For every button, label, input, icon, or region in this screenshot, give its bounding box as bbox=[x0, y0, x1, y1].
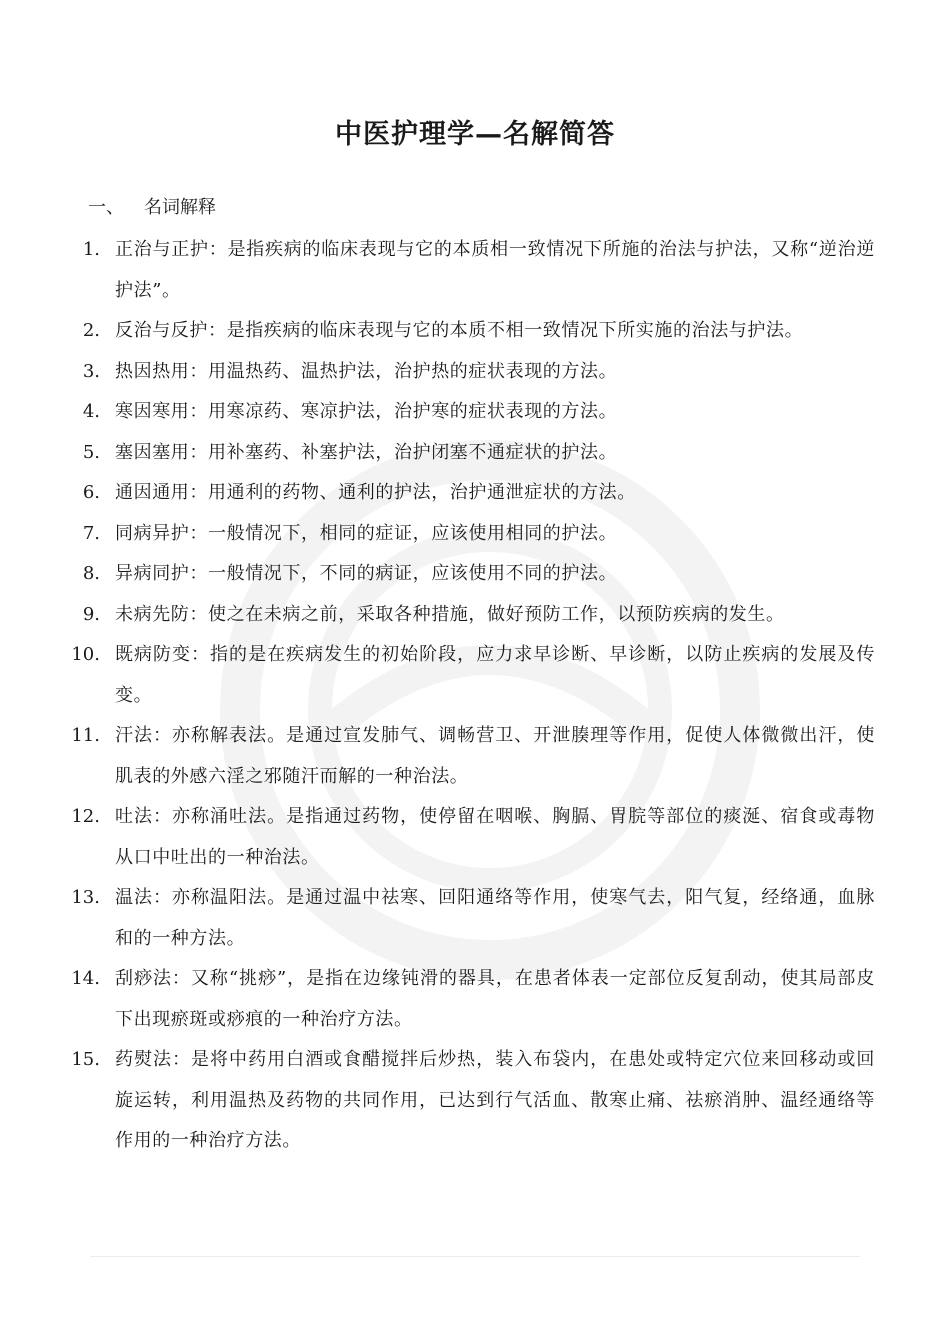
section-heading-text: 名词解释 bbox=[144, 197, 216, 218]
item-text: 温法：亦称温阳法。是通过温中祛寒、回阳通络等作用，使寒气去，阳气复，经络通，血脉和的一种方法。 bbox=[115, 887, 875, 949]
item-number: 14. bbox=[71, 968, 100, 989]
item-text: 反治与反护：是指疾病的临床表现与它的本质不相一致情况下所实施的治法与护法。 bbox=[115, 320, 804, 341]
item-number: 8. bbox=[82, 563, 100, 584]
item-text: 汗法：亦称解表法。是通过宣发肺气、调畅营卫、开泄腠理等作用，促使人体微微出汗，使肌表的外感六淫之邪随汗而解的一种治法。 bbox=[115, 725, 875, 787]
list-item bbox=[60, 433, 875, 474]
item-number: 15. bbox=[71, 1049, 100, 1070]
list-item bbox=[60, 959, 875, 1040]
footer-divider bbox=[90, 1256, 860, 1257]
list-item bbox=[60, 878, 875, 959]
item-text: 同病异护：一般情况下，相同的症证，应该使用相同的护法。 bbox=[115, 522, 618, 544]
list-item bbox=[60, 392, 875, 433]
item-text: 塞因塞用：用补塞药、补塞护法，治护闭塞不通症状的护法。 bbox=[115, 441, 618, 463]
section-number: 一、 bbox=[88, 197, 124, 218]
item-number: 13. bbox=[71, 887, 100, 908]
list-item bbox=[60, 1040, 875, 1162]
item-number: 5. bbox=[82, 441, 100, 463]
item-number: 12. bbox=[71, 806, 100, 827]
list-item bbox=[60, 311, 875, 352]
item-text: 未病先防：使之在未病之前，采取各种措施，做好预防工作，以预防疾病的发生。 bbox=[115, 603, 785, 625]
term-definition-list bbox=[60, 230, 875, 1162]
list-item bbox=[60, 716, 875, 797]
item-text: 异病同护：一般情况下，不同的病证，应该使用不同的护法。 bbox=[115, 563, 618, 584]
item-text: 热因热用：用温热药、温热护法，治护热的症状表现的方法。 bbox=[115, 360, 618, 382]
item-number: 4. bbox=[82, 401, 100, 422]
item-number: 9. bbox=[82, 603, 100, 625]
section-heading bbox=[88, 193, 216, 223]
item-number: 3. bbox=[82, 360, 100, 382]
list-item bbox=[60, 635, 875, 716]
item-text: 寒因寒用：用寒凉药、寒凉护法，治护寒的症状表现的方法。 bbox=[115, 401, 618, 422]
item-text: 通因通用：用通利的药物、通利的护法，治护通泄症状的方法。 bbox=[115, 482, 636, 503]
list-item bbox=[60, 797, 875, 878]
item-number: 2. bbox=[82, 320, 100, 341]
item-text: 吐法：亦称涌吐法。是指通过药物，使停留在咽喉、胸膈、胃脘等部位的痰涎、宿食或毒物从口中吐出的一种治法。 bbox=[115, 806, 875, 868]
list-item bbox=[60, 473, 875, 514]
item-text: 正治与正护：是指疾病的临床表现与它的本质相一致情况下所施的治法与护法，又称“逆治逆护法”。 bbox=[115, 239, 875, 301]
item-number: 6. bbox=[82, 482, 100, 503]
item-text: 刮痧法：又称“挑痧”，是指在边缘钝滑的器具，在患者体表一定部位反复刮动，使其局部皮下出现瘀斑或痧痕的一种治疗方法。 bbox=[115, 968, 875, 1030]
list-item bbox=[60, 595, 875, 636]
list-item bbox=[60, 554, 875, 595]
list-item bbox=[60, 230, 875, 311]
item-number: 7. bbox=[82, 522, 100, 544]
item-number: 11. bbox=[71, 725, 100, 746]
list-item bbox=[60, 514, 875, 555]
item-number: 10. bbox=[71, 644, 100, 665]
page-title: 中医护理学—名解简答 bbox=[335, 119, 615, 150]
item-text: 既病防变：指的是在疾病发生的初始阶段，应力求早诊断、早诊断，以防止疾病的发展及传变。 bbox=[115, 644, 875, 706]
item-number: 1. bbox=[82, 239, 100, 260]
list-item bbox=[60, 352, 875, 393]
item-text: 药熨法：是将中药用白酒或食醋搅拌后炒热，装入布袋内，在患处或特定穴位来回移动或回旋运转，利用温热及药物的共同作用，已达到行气活血、散寒止痛、祛瘀消肿、温经通络等作用的一种治疗方法。 bbox=[115, 1049, 875, 1151]
